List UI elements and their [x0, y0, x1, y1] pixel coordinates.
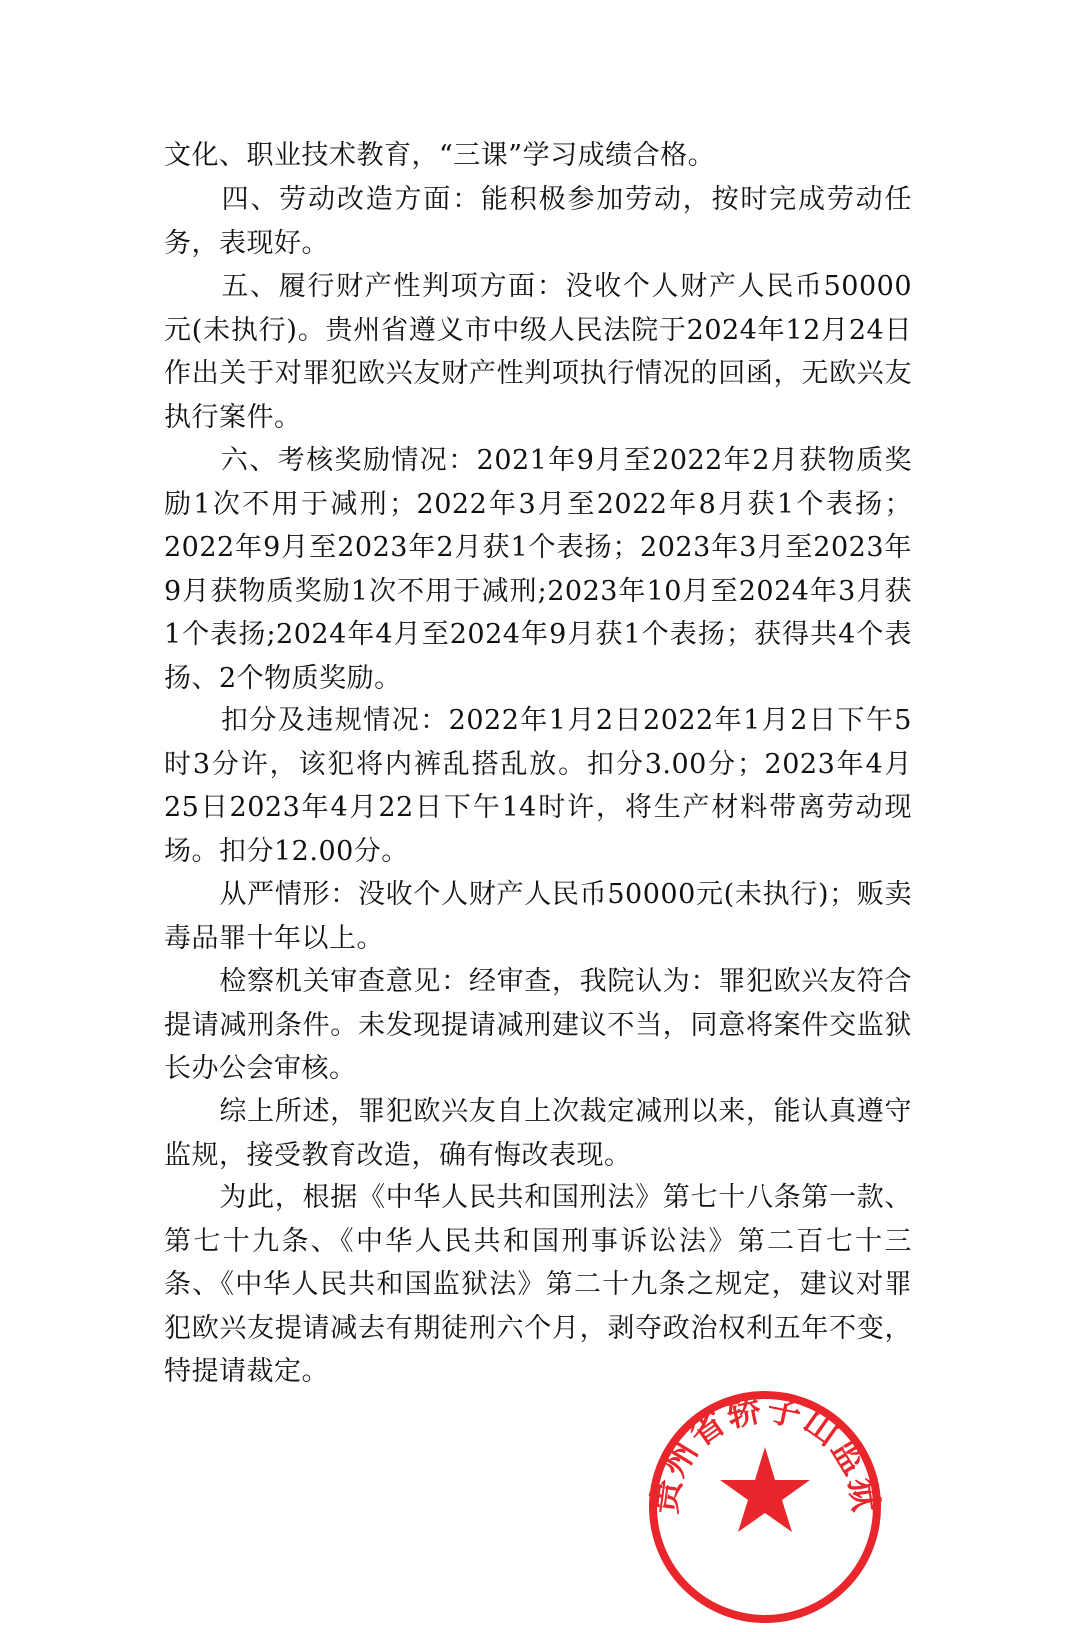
paragraph-labor: 四、劳动改造方面：能积极参加劳动，按时完成劳动任务，表现好。 — [164, 184, 912, 259]
seal-star-icon — [720, 1447, 810, 1532]
svg-text:贵州省轿子山监狱: 贵州省轿子山监狱 — [644, 1389, 886, 1517]
paragraph-procuratorate-opinion: 检察机关审查意见：经审查，我院认为：罪犯欧兴友符合提请减刑条件。未发现提请减刑建议不当，同意将案件交监狱长办公会审核。 — [164, 966, 912, 1084]
paragraph-education: 文化、职业技术教育，“三课”学习成绩合格。 — [164, 140, 716, 171]
paragraph-summary: 综上所述，罪犯欧兴友自上次裁定减刑以来，能认真遵守监规，接受教育改造，确有悔改表现。 — [164, 1096, 912, 1171]
paragraph-violations: 扣分及违规情况：2022年1月2日2022年1月2日下午5时3分许，该犯将内裤乱搭乱放。扣分3.00分；2023年4月25日2023年4月22日下午14时许，将生产材料带离劳动现场。扣分12.00分。 — [164, 705, 912, 867]
paragraph-legal-basis: 为此，根据《中华人民共和国刑法》第七十八条第一款、第七十九条、《中华人民共和国刑事诉讼法》第二百七十三条、《中华人民共和国监狱法》第二十九条之规定，建议对罪犯欧兴友提请减去有期徒刑六个月，剥夺政治权利五年不变，特提请裁定。 — [164, 1182, 912, 1387]
paragraph-rewards: 六、考核奖励情况：2021年9月至2022年2月获物质奖励1次不用于减刑；2022年3月至2022年8月获1个表扬；2022年9月至2023年2月获1个表扬；2023年3月至2023年9月获物质奖励1次不用于减刑;2023年10月至2024年3月获1个表扬;2024年4月至2024年9月获1个表扬；获得共4个表扬、2个物质奖励。 — [164, 445, 912, 694]
paragraph-property: 五、履行财产性判项方面：没收个人财产人民币50000元(未执行)。贵州省遵义市中级人民法院于2024年12月24日作出关于对罪犯欧兴友财产性判项执行情况的回函，无欧兴友执行案件。 — [164, 271, 912, 433]
paragraph-severe-circumstances: 从严情形：没收个人财产人民币50000元(未执行)；贩卖毒品罪十年以上。 — [164, 879, 912, 954]
official-seal — [640, 1382, 890, 1632]
